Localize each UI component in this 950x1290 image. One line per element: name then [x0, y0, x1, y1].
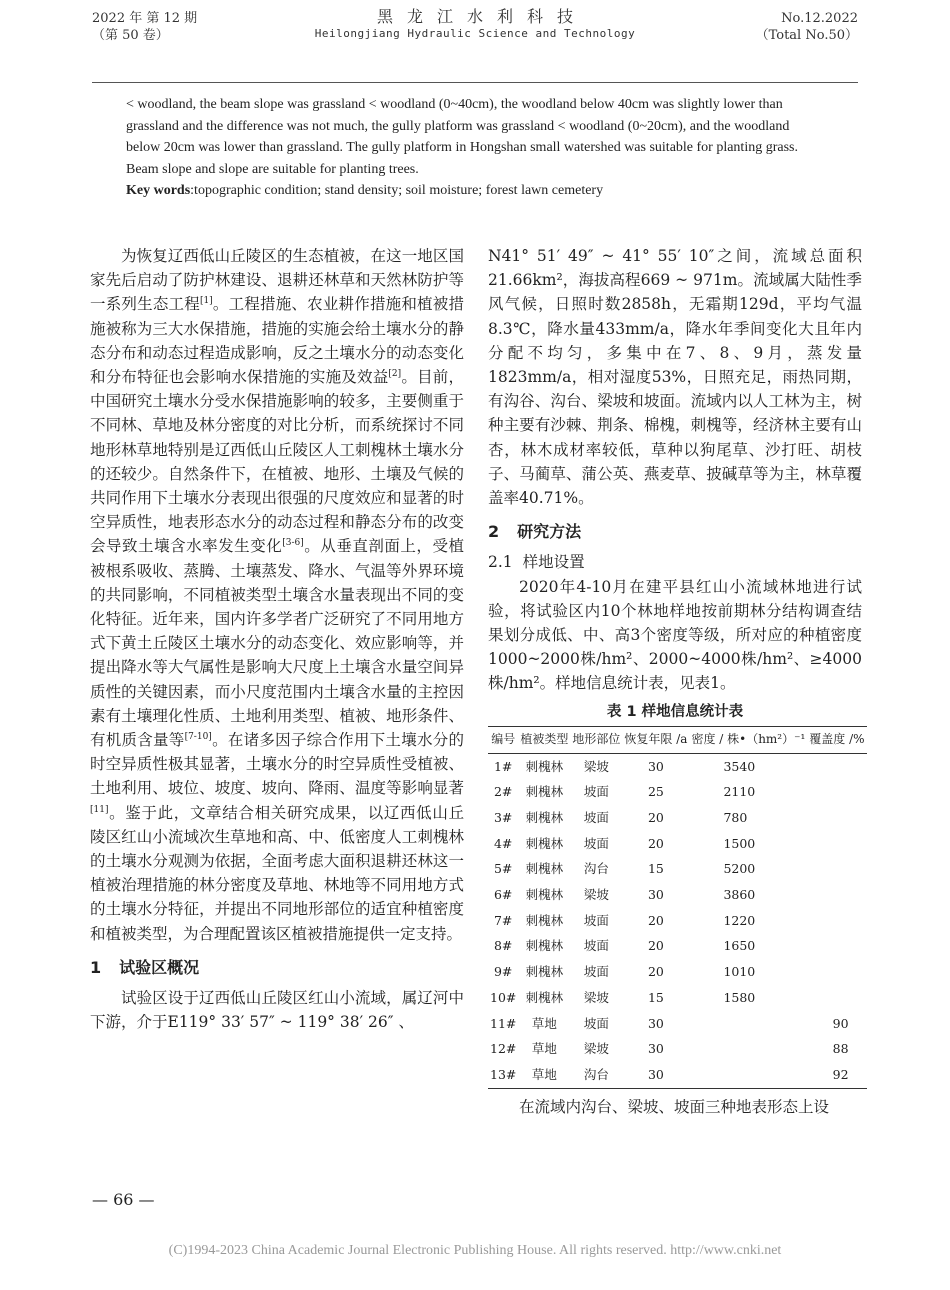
table-cell: 坡面 [583, 938, 609, 954]
table-cell: 1# [493, 758, 513, 774]
table-row [488, 985, 867, 1011]
table-cell: 25 [647, 784, 664, 800]
left-column [90, 244, 464, 1035]
study-area-paragraph: 试验区设于辽西低山丘陵区红山小流域，属辽河中下游，介于E119° 33′ 57″ ~ 119° 38′ 26″ 、 [90, 989, 464, 1032]
plot-layout-paragraph: 在流域内沟台、梁坡、坡面三种地表形态上设 [519, 1097, 830, 1116]
table-cell: 1220 [723, 912, 756, 928]
table-cell [807, 779, 866, 805]
header-divider [92, 82, 858, 83]
table-cell: 2110 [723, 784, 756, 800]
table-cell [807, 753, 866, 779]
intro-text-4: 。从垂直剖面上，受植被根系吸收、蒸腾、土壤蒸发、降水、气温等外界环境的共同影响，不同植被类型土壤含水量表现出不同的变化特征。近年来，国内许多学者广泛研究了不同用地方式下黄土丘陵区土壤水分的动态变化、效应影响等，并提出降水等大气属性是影响大尺度上土壤含水量空间异质性的关键因素，而小尺度范围内土壤含水量的主控因素有土壤理化性质、土地利用类型、植被、地形条件、有机质含量等 [90, 537, 464, 750]
table-cell [807, 985, 866, 1011]
table-cell: 1650 [723, 938, 756, 954]
table-cell: 沟台 [583, 1067, 609, 1082]
table-cell: 刺槐林 [525, 758, 564, 774]
table-cell: 92 [832, 1067, 849, 1082]
table-cell: 20 [647, 809, 664, 825]
study-area-paragraph-cont: N41° 51′ 49″ ~ 41° 55′ 10″之间，流域总面积21.66km²，海拔高程669 ~ 971m。流域属大陆性季风气候，日照时数2858h，无霜期129d，平均气温8.3℃，降水量433mm/a，降水年季间变化大且年内分配不均匀，多集中在7、8、9月，蒸发量1823mm/a，相对湿度53%，日照充足，雨热同期，有沟谷、沟台、梁坡和坡面。流域内以人工林为主，树种主要有沙棘、荆条、棉槐，刺槐等，经济林主要有山杏，林木成材率较低，草种以狗尾草、沙打旺、胡枝子、马蔺草、蒲公英、燕麦草、披碱草等为主，林草覆盖率40.71%。 [488, 247, 862, 508]
table-cell [807, 908, 866, 934]
table-cell: 88 [832, 1041, 849, 1057]
table-cell: 草地 [531, 1067, 557, 1082]
table-cell: 草地 [531, 1041, 557, 1057]
table-cell: 坡面 [583, 1015, 609, 1031]
table-cell: 5# [493, 861, 513, 877]
section-1-heading [90, 956, 464, 980]
table-1-title: 表 1 样地信息统计表 [606, 703, 744, 720]
table-cell [689, 1011, 807, 1037]
table-cell: 30 [647, 1041, 664, 1057]
citation: [7-10] [184, 731, 212, 742]
table-cell: 780 [723, 809, 748, 825]
table-cell: 刺槐林 [525, 809, 564, 825]
table-cell: 坡面 [583, 835, 609, 851]
table-cell: 刺槐林 [525, 835, 564, 851]
table-cell: 20 [647, 938, 664, 954]
table-cell: 梁坡 [583, 989, 609, 1005]
table-cell: 坡面 [583, 809, 609, 825]
section-2-1-heading [488, 550, 862, 574]
table-cell: 10# [490, 989, 517, 1005]
table-row [488, 908, 867, 934]
col-header: 地形部位 [572, 731, 621, 746]
right-column [488, 244, 865, 1119]
table-cell: 15 [647, 861, 664, 877]
intro-text-3: 。目前，中国研究土壤水分受水保措施影响的较多，主要侧重于不同林、草地及林分密度的对比分析，而系统探讨不同地形林草地特别是辽西低山丘陵区人工刺槐林土壤水分的还较少。自然条件下，在植被、地形、土壤及气候的共同作用下土壤水分表现出很强的尺度效应和显著的时空异质性，地表形态水分的动态过程和静态分布的改变会导致土壤含水率发生变化 [90, 368, 464, 556]
number-line: No.12.2022 [781, 11, 858, 26]
page-number: — 66 — [92, 1190, 155, 1209]
table-header-row [488, 726, 867, 753]
table-cell: 30 [647, 758, 664, 774]
table-cell: 2# [493, 784, 513, 800]
section-number: 2 [488, 522, 500, 542]
table-cell: 90 [832, 1015, 849, 1031]
intro-text-6: 。鉴于此，文章结合相关研究成果，以辽西低山丘陵区红山小流域次生草地和高、中、低密度人工刺槐林的土壤水分观测为依据，全面考虑大面积退耕还林这一植被治理措施的林分密度及草地、林地等不同用地方式的土壤水分特征，并提出不同地形部位的适宜种植密度和植被类型，为合理配置该区植被措施提供一定支持。 [90, 803, 464, 943]
keywords [126, 180, 826, 202]
total-line: （Total No.50） [755, 28, 858, 43]
table-cell: 梁坡 [583, 1041, 609, 1057]
table-cell: 坡面 [583, 964, 609, 980]
table-row [488, 959, 867, 985]
table-cell: 3860 [723, 887, 756, 903]
table-cell [689, 1036, 807, 1062]
table-cell: 草地 [531, 1015, 557, 1031]
table-cell: 坡面 [583, 784, 609, 800]
table-cell: 6# [493, 887, 513, 903]
citation: [11] [90, 804, 109, 815]
section-title: 试验区概况 [119, 957, 200, 977]
table-cell [807, 959, 866, 985]
table-cell: 1010 [723, 964, 756, 980]
abstract-text: < woodland, the beam slope was grassland < woodland (0~40cm), the woodland below 40cm was slightly lower than grassland and the difference was not much, the gully platform was grassland < woodland (0~20cm), and the woodland below 20cm was lower than grassland. The gully platform in Hongshan small watershed was suitable for planting grass. Beam slope and slope are suitable for planting trees. [126, 97, 798, 177]
table-cell: 1500 [723, 835, 756, 851]
table-cell: 20 [647, 835, 664, 851]
table-cell: 30 [647, 887, 664, 903]
table-cell: 梁坡 [583, 887, 609, 903]
journal-number [756, 10, 858, 44]
col-header: 恢复年限 /a [624, 731, 688, 746]
citation: [1] [199, 296, 213, 307]
copyright-footer: (C)1994-2023 China Academic Journal Electronic Publishing House. All rights reserved. http://www.cnki.net [168, 1243, 782, 1258]
table-row [488, 779, 867, 805]
table-cell: 刺槐林 [525, 887, 564, 903]
section-number: 1 [90, 957, 102, 977]
table-cell: 刺槐林 [525, 861, 564, 877]
intro-text-1: 为恢复辽西低山丘陵区的生态植被，在这一地区国家先后启动了防护林建设、退耕还林草和天然林防护等一系列生态工程 [90, 247, 464, 314]
table-row [488, 805, 867, 831]
english-abstract [126, 94, 826, 202]
col-header: 覆盖度 /% [809, 731, 865, 746]
table-cell: 9# [493, 964, 513, 980]
table-cell [689, 1062, 807, 1088]
plot-info-table [488, 726, 867, 1089]
table-cell: 30 [647, 1067, 664, 1082]
table-cell: 15 [647, 989, 664, 1005]
table-cell: 1580 [723, 989, 756, 1005]
journal-title-en: Heilongjiang Hydraulic Science and Technology [314, 27, 636, 40]
table-cell: 刺槐林 [525, 938, 564, 954]
table-cell: 3# [493, 809, 513, 825]
subsection-title: 样地设置 [522, 553, 585, 572]
journal-title-cn: 黑龙江水利科技 [376, 7, 587, 26]
section-2-heading [488, 520, 862, 544]
table-row [488, 831, 867, 857]
table-row [488, 933, 867, 959]
col-header: 植被类型 [520, 731, 569, 746]
table-row [488, 1011, 867, 1037]
table-cell: 刺槐林 [525, 784, 564, 800]
table-cell: 20 [647, 912, 664, 928]
section-title: 研究方法 [517, 522, 582, 542]
table-cell: 4# [493, 835, 513, 851]
col-header: 编号 [491, 731, 516, 746]
table-cell: 刺槐林 [525, 964, 564, 980]
table-cell: 13# [490, 1067, 517, 1082]
table-row [488, 1062, 867, 1088]
table-cell: 11# [490, 1015, 517, 1031]
col-header: 密度 / 株•（hm²）⁻¹ [691, 731, 806, 746]
citation: [3-6] [282, 538, 304, 549]
table-cell: 12# [490, 1041, 517, 1057]
table-cell: 8# [493, 938, 513, 954]
table-cell [807, 831, 866, 857]
table-cell: 刺槐林 [525, 912, 564, 928]
table-cell: 7# [493, 912, 513, 928]
keywords-text: :topographic condition; stand density; soil moisture; forest lawn cemetery [190, 183, 604, 199]
table-cell: 3540 [723, 758, 756, 774]
table-row [488, 856, 867, 882]
table-cell: 20 [647, 964, 664, 980]
table-cell [807, 805, 866, 831]
intro-text-5: 。在诸多因子综合作用下土壤水分的时空异质性极其显著，土壤水分的时空异质性受植被、土地利用、坡位、坡度、坡向、降雨、温度等影响显著 [90, 731, 464, 798]
citation: [2] [388, 368, 402, 379]
table-cell: 30 [647, 1015, 664, 1031]
intro-text-2: 。工程措施、农业耕作措施和植被措施被称为三大水保措施，措施的实施会给土壤水分的静态分布和动态过程造成影响，反之土壤水分的动态变化和分布特征也会影响水保措施的实施及效益 [90, 295, 464, 387]
plot-setup-paragraph: 2020年4-10月在建平县红山小流域林地进行试验，将试验区内10个林地样地按前期林分结构调查结果划分成低、中、高3个密度等级，所对应的种植密度1000~2000株/hm²、2000~4000株/hm²、≥4000株/hm²。样地信息统计表，见表1。 [488, 577, 862, 693]
table-cell [807, 933, 866, 959]
table-cell [807, 882, 866, 908]
table-cell [807, 856, 866, 882]
table-row [488, 1036, 867, 1062]
table-cell: 梁坡 [583, 758, 609, 774]
table-cell: 5200 [723, 861, 756, 877]
volume-line: （第 50 卷） [92, 28, 169, 43]
table-cell: 刺槐林 [525, 989, 564, 1005]
table-cell: 坡面 [583, 912, 609, 928]
table-row [488, 882, 867, 908]
introduction-paragraph [90, 244, 464, 946]
keywords-label: Key words [126, 183, 191, 199]
subsection-number: 2.1 [488, 553, 513, 572]
table-row [488, 753, 867, 779]
issue-line: 2022 年 第 12 期 [92, 11, 198, 26]
table-cell: 沟台 [583, 861, 609, 877]
